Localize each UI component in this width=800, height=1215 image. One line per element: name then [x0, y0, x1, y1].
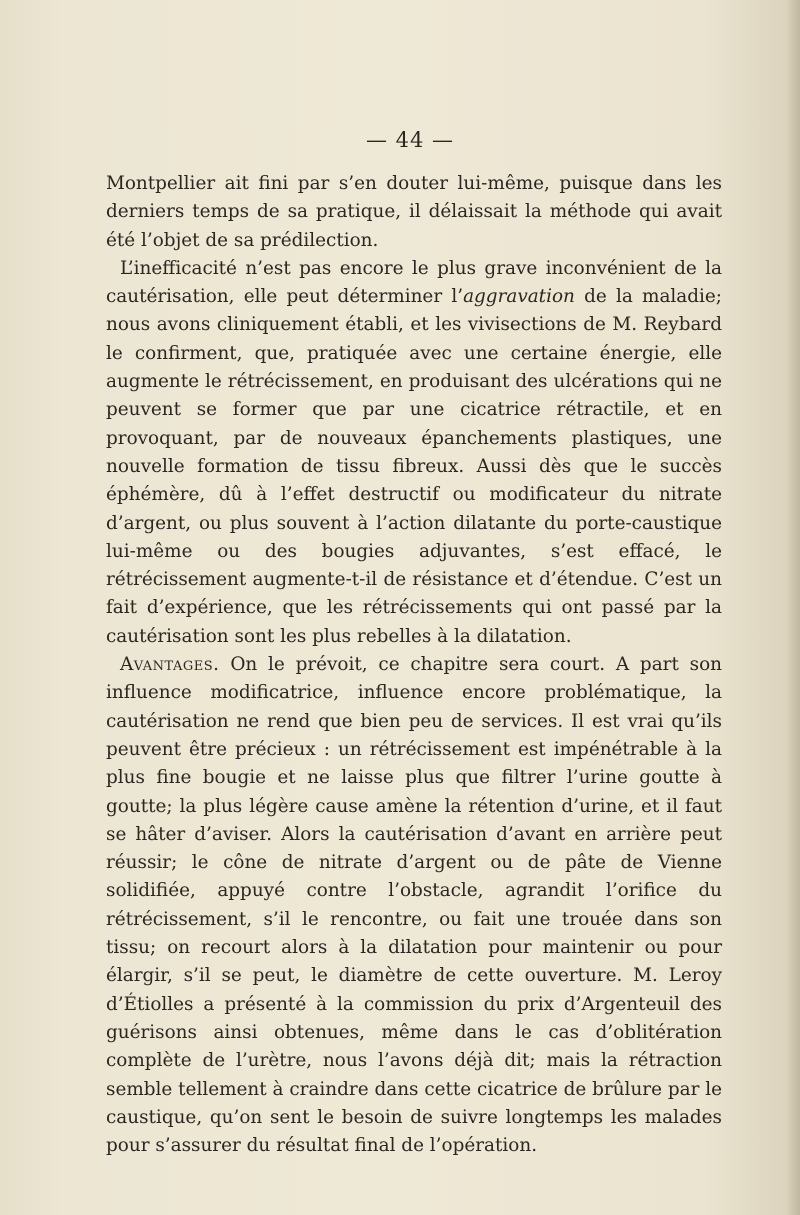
paragraph-2: [106, 255, 722, 651]
body-text: [106, 170, 722, 1160]
paragraph-3-text: On le prévoit, ce chapitre sera court. A part son influence modificatrice, influence encore problématique, la cautérisation ne rend que bien peu de services. Il est vrai qu’ils peuvent être précieux : un rétrécissement est impénétrable à la plus fine bougie et ne laisse plus que filtrer l’urine goutte à goutte; la plus légère cause amène la rétention d’urine, et il faut se hâter d’aviser. Alors la cautérisation d’avant en arrière peut réussir; le cône de nitrate d’argent ou de pâte de Vienne solidifiée, appuyé contre l’obstacle, agrandit l’orifice du rétrécissement, s’il le rencontre, ou fait une trouée dans son tissu; on recourt alors à la dilatation pour maintenir ou pour élargir, s’il se peut, le diamètre de cette ouverture. M. Leroy d’Étiolles a présenté à la commission du prix d’Argenteuil des guérisons ainsi obtenues, même dans le cas d’oblitération complète de l’urètre, nous l’avons déjà dit; mais la rétraction semble tellement à craindre dans cette cicatrice de brûlure par le caustique, qu’on sent le besoin de suivre longtemps les malades pour s’assurer du résultat final de l’opération.: [106, 654, 722, 1157]
page-number: — 44 —: [365, 128, 455, 152]
paragraph-2-text-a: L’inefficacité n’est pas encore le plus grave inconvénient de la cautérisation, elle peut déterminer l’: [106, 257, 722, 308]
section-heading-avantages: Avantages.: [120, 654, 220, 676]
paragraph-1: [106, 170, 722, 255]
paragraph-2-emphasis: aggravation: [463, 286, 575, 308]
paragraph-3: [106, 651, 722, 1160]
paragraph-2-text-b: de la maladie; nous avons cliniquement établi, et les vivisections de M. Reybard le confirment, que, pratiquée avec une certaine énergie, elle augmente le rétrécissement, en produisant des ulcérations qui ne peuvent se former que par une cicatrice rétractile, et en provoquant, par de nouveaux épanchements plastiques, une nouvelle formation de tissu fibreux. Aussi dès que le succès éphémère, dû à l’effet destructif ou modificateur du nitrate d’argent, ou plus souvent à l’action dilatante du porte-caustique lui-même ou des bougies adjuvantes, s’est effacé, le rétrécissement augmente-t-il de résistance et d’étendue. C’est un fait d’expérience, que les rétrécissements qui ont passé par la cautérisation sont les plus rebelles à la dilatation.: [106, 286, 722, 647]
paragraph-1-text: Montpellier ait fini par s’en douter lui-même, puisque dans les derniers temps de sa pratique, il délaissait la méthode qui avait été l’objet de sa prédilection.: [106, 173, 722, 251]
page-edge-shadow: [786, 0, 800, 1215]
